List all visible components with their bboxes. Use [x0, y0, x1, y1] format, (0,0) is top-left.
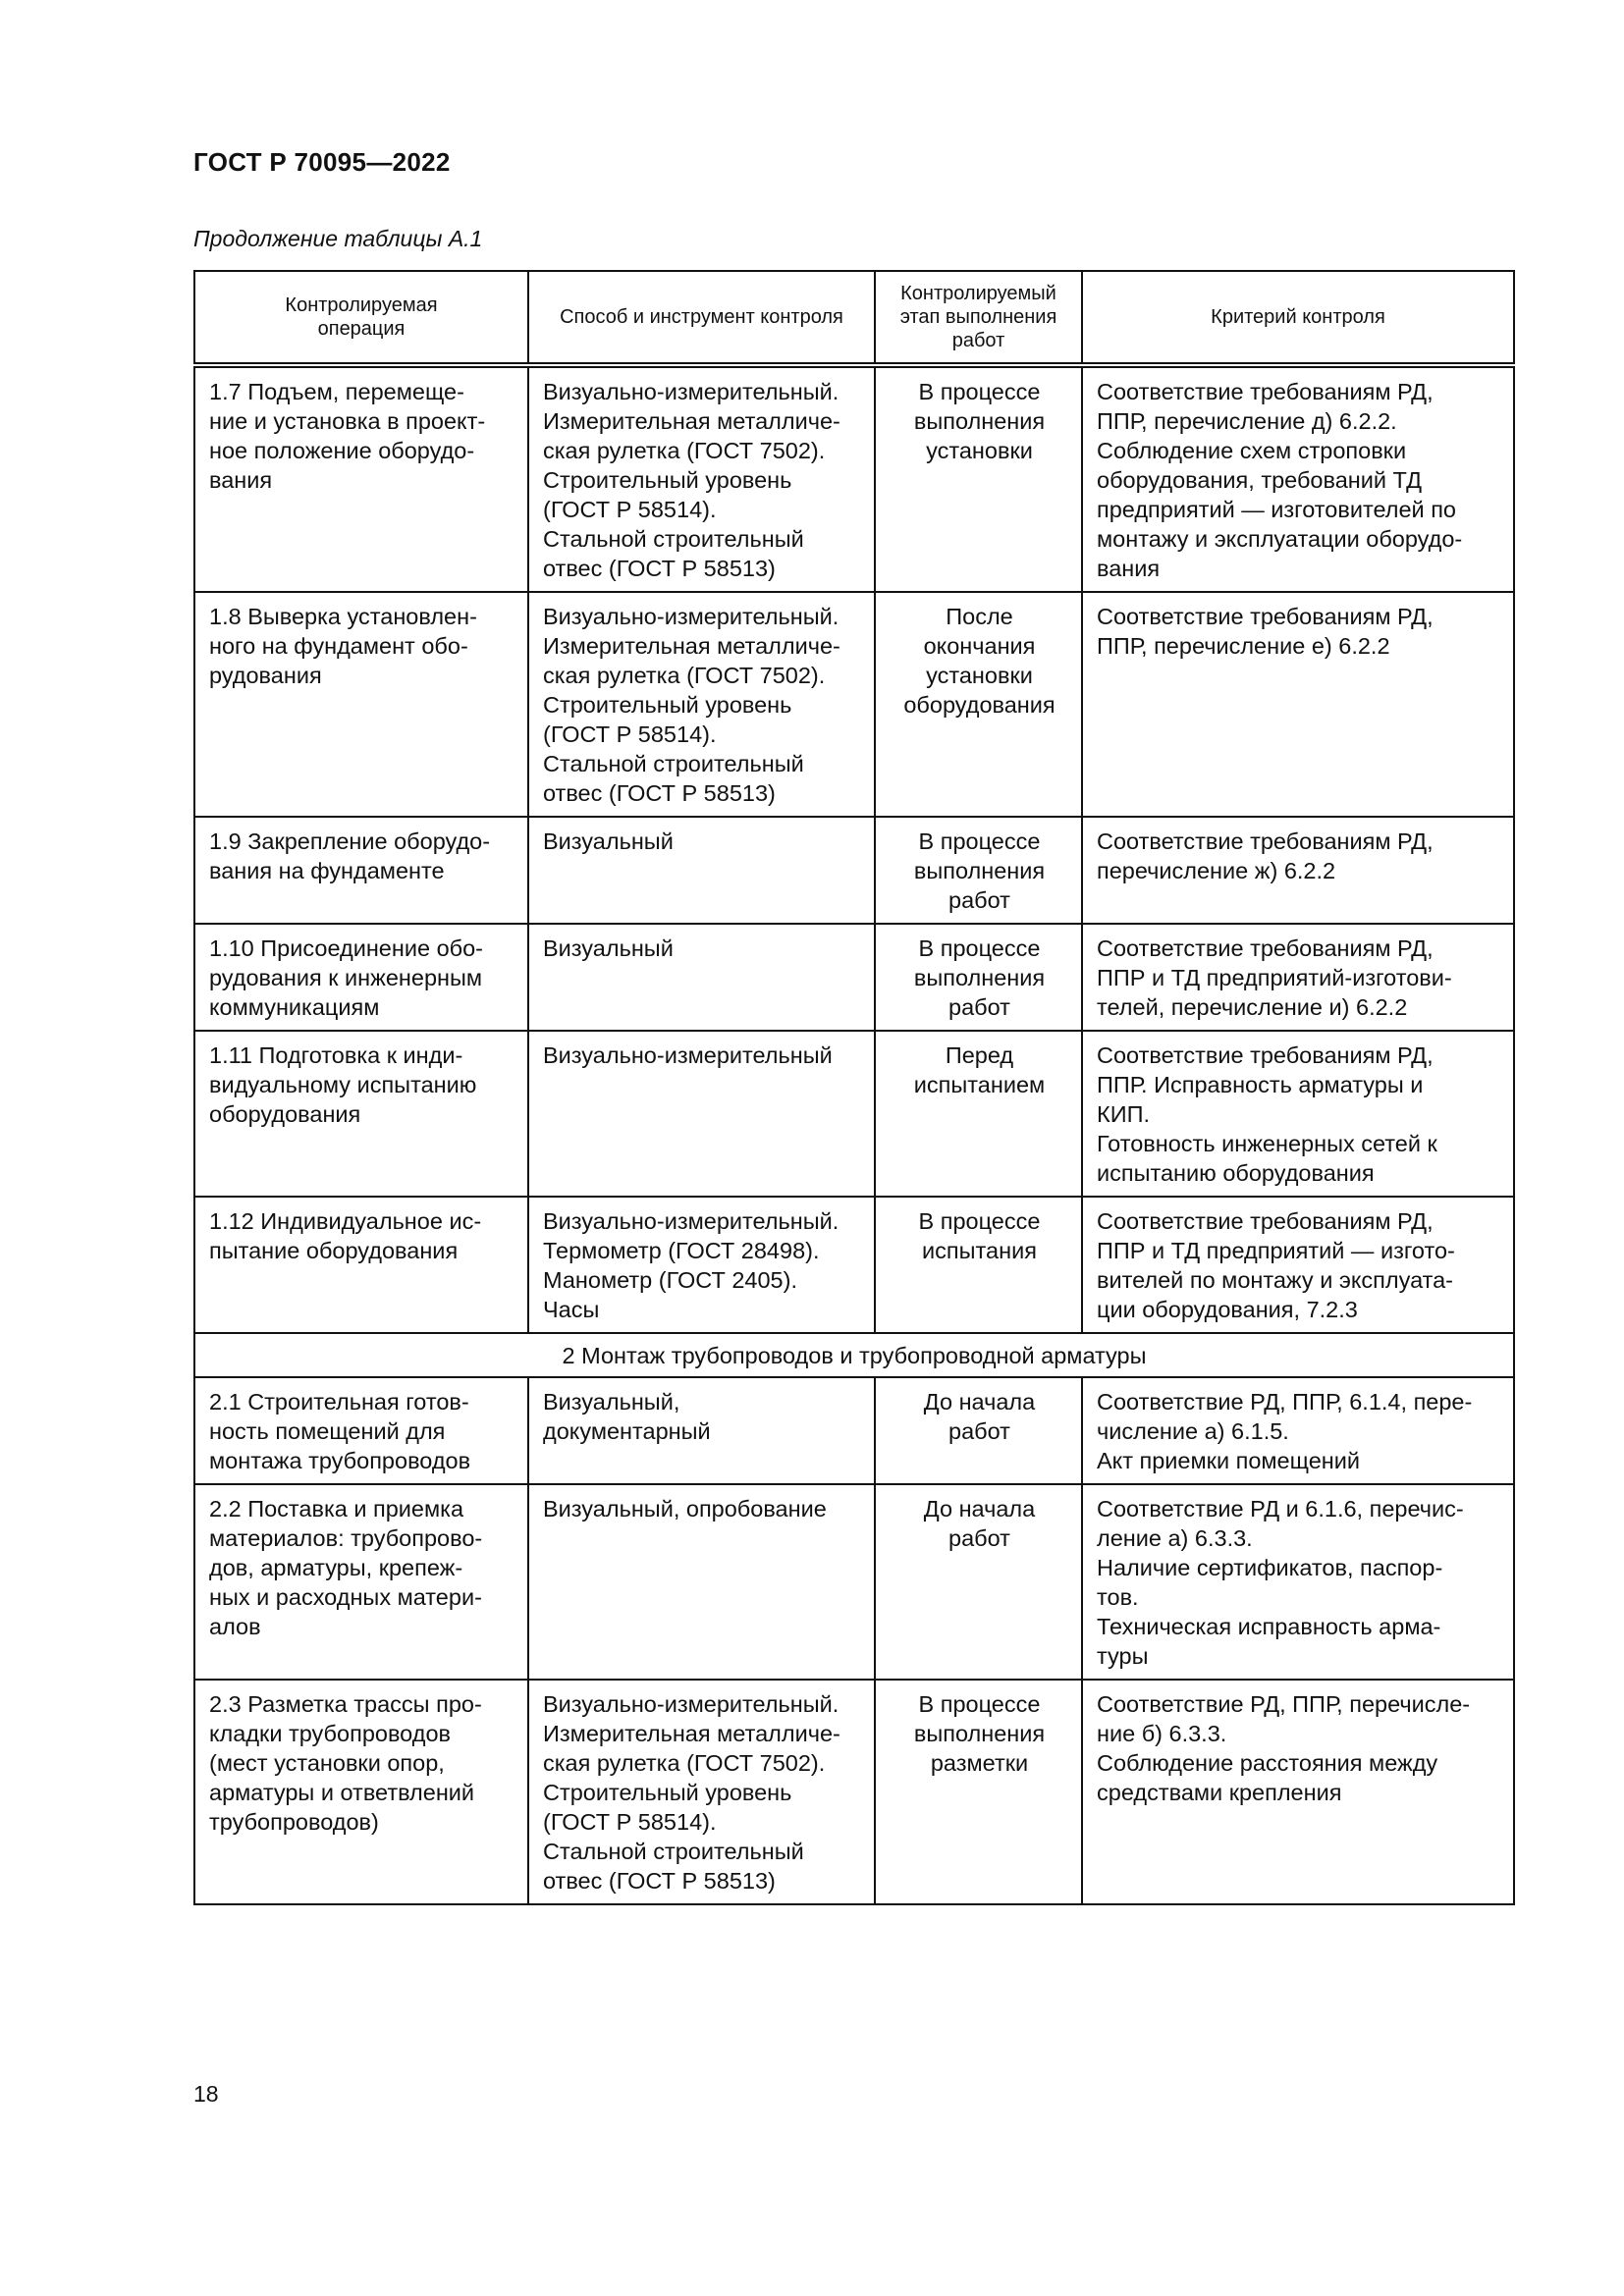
cell-text-line: испытания	[922, 1238, 1037, 1263]
stage-cell	[875, 365, 1082, 592]
cell-text-line: Визуально-измерительный	[543, 1042, 833, 1068]
method-cell	[528, 1377, 875, 1484]
cell-text-line: Соответствие требованиям РД,	[1097, 604, 1434, 629]
cell-text-line: В процессе	[918, 935, 1041, 961]
table-row	[194, 924, 1514, 1031]
operation-cell	[194, 1031, 528, 1197]
cell-text-line: ность помещений для	[209, 1418, 446, 1444]
operation-cell	[194, 1377, 528, 1484]
cell-text-line: До начала	[923, 1496, 1036, 1522]
cell-text-line: выполнения	[913, 1721, 1046, 1746]
document-code: ГОСТ Р 70095—2022	[193, 147, 451, 177]
cell-text-line: Соблюдение расстояния между	[1097, 1750, 1438, 1776]
cell-text-line: 2.2 Поставка и приемка	[209, 1496, 464, 1522]
cell-text-line: предприятий — изготовителей по	[1097, 497, 1456, 522]
cell-text-line: рудования	[209, 663, 322, 688]
cell-text-line: видуальному испытанию	[209, 1072, 477, 1097]
cell-text-line: ППР и ТД предприятий-изготови-	[1097, 965, 1452, 990]
cell-text-line: ППР. Исправность арматуры и	[1097, 1072, 1424, 1097]
cell-text-line: Строительный уровень	[543, 692, 792, 718]
cell-text-line: ление а) 6.3.3.	[1097, 1525, 1253, 1551]
cell-text-line: работ	[948, 1418, 1010, 1444]
cell-text-line: Стальной строительный	[543, 1839, 804, 1864]
cell-text-line: работ	[948, 994, 1010, 1020]
cell-text-line: Стальной строительный	[543, 751, 804, 776]
criterion-cell	[1082, 1197, 1514, 1333]
cell-text-line: ППР, перечисление е) 6.2.2	[1097, 633, 1390, 659]
cell-text-line: 1.10 Присоединение обо-	[209, 935, 484, 961]
method-cell	[528, 1484, 875, 1680]
table-row	[194, 1484, 1514, 1680]
cell-text-line: Соответствие РД, ППР, перечисле-	[1097, 1691, 1471, 1717]
cell-text-line: ская рулетка (ГОСТ 7502).	[543, 438, 826, 463]
table-row	[194, 1680, 1514, 1904]
cell-text-line: Соответствие требованиям РД,	[1097, 828, 1434, 854]
table-row	[194, 1031, 1514, 1197]
cell-text-line: 1.7 Подъем, перемеще-	[209, 379, 464, 404]
cell-text-line: 2.1 Строительная готов-	[209, 1389, 469, 1415]
method-cell	[528, 1197, 875, 1333]
cell-text-line: окончания	[923, 633, 1036, 659]
cell-text-line: материалов: трубопрово-	[209, 1525, 483, 1551]
criterion-cell	[1082, 1031, 1514, 1197]
operation-cell	[194, 1197, 528, 1333]
cell-text-line: ное положение оборудо-	[209, 438, 475, 463]
cell-text-line: Соответствие требованиям РД,	[1097, 1208, 1434, 1234]
method-cell	[528, 1680, 875, 1904]
column-header-text: Критерий контроля	[1211, 306, 1385, 328]
cell-text-line: (ГОСТ Р 58514).	[543, 1809, 717, 1835]
cell-text-line: В процессе	[918, 379, 1041, 404]
cell-text-line: испытанию оборудования	[1097, 1160, 1375, 1186]
cell-text-line: Соответствие РД и 6.1.6, перечис-	[1097, 1496, 1464, 1522]
cell-text-line: Часы	[543, 1297, 600, 1322]
cell-text-line: кладки трубопроводов	[209, 1721, 451, 1746]
cell-text-line: В процессе	[918, 1691, 1041, 1717]
cell-text-line: разметки	[930, 1750, 1029, 1776]
column-header-text: Контролируемый этап выполнения работ	[899, 283, 1057, 351]
cell-text-line: Соответствие требованиям РД,	[1097, 379, 1434, 404]
cell-text-line: установки	[926, 438, 1033, 463]
table-row	[194, 817, 1514, 924]
cell-text-line: Строительный уровень	[543, 1780, 792, 1805]
cell-text-line: Визуально-измерительный.	[543, 379, 839, 404]
column-header-text: Контролируемая операция	[285, 294, 438, 340]
cell-text-line: ного на фундамент обо-	[209, 633, 468, 659]
section-title: 2 Монтаж трубопроводов и трубопроводной арматуры	[194, 1333, 1514, 1377]
cell-text-line: В процессе	[918, 1208, 1041, 1234]
stage-cell	[875, 1680, 1082, 1904]
cell-text-line: Измерительная металличе-	[543, 633, 840, 659]
table-caption: Продолжение таблицы А.1	[193, 226, 483, 251]
stage-cell	[875, 1484, 1082, 1680]
cell-text-line: Визуальный, опробование	[543, 1496, 827, 1522]
cell-text-line: Соответствие РД, ППР, 6.1.4, пере-	[1097, 1389, 1473, 1415]
stage-cell	[875, 1031, 1082, 1197]
operation-cell	[194, 1484, 528, 1680]
cell-text-line: документарный	[543, 1418, 711, 1444]
criterion-cell	[1082, 817, 1514, 924]
cell-text-line: пытание оборудования	[209, 1238, 459, 1263]
cell-text-line: Наличие сертификатов, паспор-	[1097, 1555, 1443, 1580]
operation-cell	[194, 1680, 528, 1904]
cell-text-line: вителей по монтажу и эксплуата-	[1097, 1267, 1454, 1293]
cell-text-line: Соответствие требованиям РД,	[1097, 1042, 1434, 1068]
control-table	[193, 270, 1515, 1905]
stage-cell	[875, 1197, 1082, 1333]
method-cell	[528, 365, 875, 592]
column-header-criterion	[1082, 271, 1514, 365]
cell-text-line: ние и установка в проект-	[209, 408, 486, 434]
table-body	[194, 365, 1514, 1904]
cell-text-line: монтажу и эксплуатации оборудо-	[1097, 526, 1463, 552]
cell-text-line: оборудования, требований ТД	[1097, 467, 1423, 493]
cell-text-line: выполнения	[913, 858, 1046, 883]
cell-text-line: арматуры и ответвлений	[209, 1780, 475, 1805]
operation-cell	[194, 592, 528, 817]
cell-text-line: работ	[948, 887, 1010, 913]
column-header-stage	[875, 271, 1082, 365]
cell-text-line: Соответствие требованиям РД,	[1097, 935, 1434, 961]
cell-text-line: 1.9 Закрепление оборудо-	[209, 828, 491, 854]
column-header-method	[528, 271, 875, 365]
cell-text-line: работ	[948, 1525, 1010, 1551]
table-row	[194, 1197, 1514, 1333]
cell-text-line: Измерительная металличе-	[543, 408, 840, 434]
cell-text-line: монтажа трубопроводов	[209, 1448, 471, 1473]
cell-text-line: оборудования	[209, 1101, 361, 1127]
cell-text-line: установки	[926, 663, 1033, 688]
cell-text-line: Визуально-измерительный.	[543, 604, 839, 629]
criterion-cell	[1082, 1680, 1514, 1904]
cell-text-line: отвес (ГОСТ Р 58513)	[543, 556, 776, 581]
cell-text-line: В процессе	[918, 828, 1041, 854]
operation-cell	[194, 924, 528, 1031]
cell-text-line: телей, перечисление и) 6.2.2	[1097, 994, 1408, 1020]
cell-text-line: (ГОСТ Р 58514).	[543, 721, 717, 747]
cell-text-line: Соблюдение схем строповки	[1097, 438, 1407, 463]
cell-text-line: 1.12 Индивидуальное ис-	[209, 1208, 482, 1234]
cell-text-line: вания на фундаменте	[209, 858, 445, 883]
section-row	[194, 1333, 1514, 1377]
cell-text-line: Акт приемки помещений	[1097, 1448, 1360, 1473]
cell-text-line: тов.	[1097, 1584, 1139, 1610]
column-header-text: Способ и инструмент контроля	[560, 306, 843, 328]
cell-text-line: Визуально-измерительный.	[543, 1208, 839, 1234]
cell-text-line: испытанием	[913, 1072, 1046, 1097]
page-number: 18	[193, 2081, 219, 2107]
cell-text-line: (мест установки опор,	[209, 1750, 445, 1776]
cell-text-line: Готовность инженерных сетей к	[1097, 1131, 1437, 1156]
cell-text-line: Визуальный	[543, 935, 674, 961]
cell-text-line: Техническая исправность арма-	[1097, 1614, 1441, 1639]
table-header-row	[194, 271, 1514, 365]
stage-cell	[875, 1377, 1082, 1484]
cell-text-line: Перед	[945, 1042, 1014, 1068]
cell-text-line: алов	[209, 1614, 261, 1639]
cell-text-line: 2.3 Разметка трассы про-	[209, 1691, 482, 1717]
cell-text-line: После	[946, 604, 1013, 629]
cell-text-line: ППР и ТД предприятий — изгото-	[1097, 1238, 1455, 1263]
cell-text-line: ных и расходных матери-	[209, 1584, 482, 1610]
column-header-operation	[194, 271, 528, 365]
stage-cell	[875, 924, 1082, 1031]
criterion-cell	[1082, 592, 1514, 817]
cell-text-line: числение а) 6.1.5.	[1097, 1418, 1289, 1444]
cell-text-line: вания	[209, 467, 273, 493]
stage-cell	[875, 817, 1082, 924]
operation-cell	[194, 365, 528, 592]
cell-text-line: дов, арматуры, крепеж-	[209, 1555, 463, 1580]
cell-text-line: рудования к инженерным	[209, 965, 483, 990]
cell-text-line: коммуникациям	[209, 994, 380, 1020]
cell-text-line: Измерительная металличе-	[543, 1721, 840, 1746]
cell-text-line: 1.8 Выверка установлен-	[209, 604, 477, 629]
cell-text-line: ская рулетка (ГОСТ 7502).	[543, 663, 826, 688]
cell-text-line: отвес (ГОСТ Р 58513)	[543, 1868, 776, 1894]
cell-text-line: средствами крепления	[1097, 1780, 1342, 1805]
cell-text-line: 1.11 Подготовка к инди-	[209, 1042, 463, 1068]
cell-text-line: выполнения	[913, 408, 1046, 434]
cell-text-line: Строительный уровень	[543, 467, 792, 493]
table-row	[194, 592, 1514, 817]
cell-text-line: (ГОСТ Р 58514).	[543, 497, 717, 522]
method-cell	[528, 1031, 875, 1197]
method-cell	[528, 592, 875, 817]
cell-text-line: ции оборудования, 7.2.3	[1097, 1297, 1358, 1322]
cell-text-line: Визуальный,	[543, 1389, 680, 1415]
cell-text-line: выполнения	[913, 965, 1046, 990]
cell-text-line: Манометр (ГОСТ 2405).	[543, 1267, 797, 1293]
method-cell	[528, 817, 875, 924]
cell-text-line: КИП.	[1097, 1101, 1150, 1127]
criterion-cell	[1082, 365, 1514, 592]
stage-cell	[875, 592, 1082, 817]
cell-text-line: ППР, перечисление д) 6.2.2.	[1097, 408, 1397, 434]
criterion-cell	[1082, 1484, 1514, 1680]
cell-text-line: Термометр (ГОСТ 28498).	[543, 1238, 820, 1263]
cell-text-line: ская рулетка (ГОСТ 7502).	[543, 1750, 826, 1776]
cell-text-line: вания	[1097, 556, 1161, 581]
cell-text-line: трубопроводов)	[209, 1809, 379, 1835]
cell-text-line: перечисление ж) 6.2.2	[1097, 858, 1336, 883]
criterion-cell	[1082, 924, 1514, 1031]
cell-text-line: Визуально-измерительный.	[543, 1691, 839, 1717]
method-cell	[528, 924, 875, 1031]
cell-text-line: оборудования	[903, 692, 1056, 718]
operation-cell	[194, 817, 528, 924]
table-row	[194, 365, 1514, 592]
cell-text-line: Визуальный	[543, 828, 674, 854]
criterion-cell	[1082, 1377, 1514, 1484]
cell-text-line: Стальной строительный	[543, 526, 804, 552]
cell-text-line: До начала	[923, 1389, 1036, 1415]
cell-text-line: ние б) 6.3.3.	[1097, 1721, 1227, 1746]
table-row	[194, 1377, 1514, 1484]
cell-text-line: туры	[1097, 1643, 1149, 1669]
cell-text-line: отвес (ГОСТ Р 58513)	[543, 780, 776, 806]
